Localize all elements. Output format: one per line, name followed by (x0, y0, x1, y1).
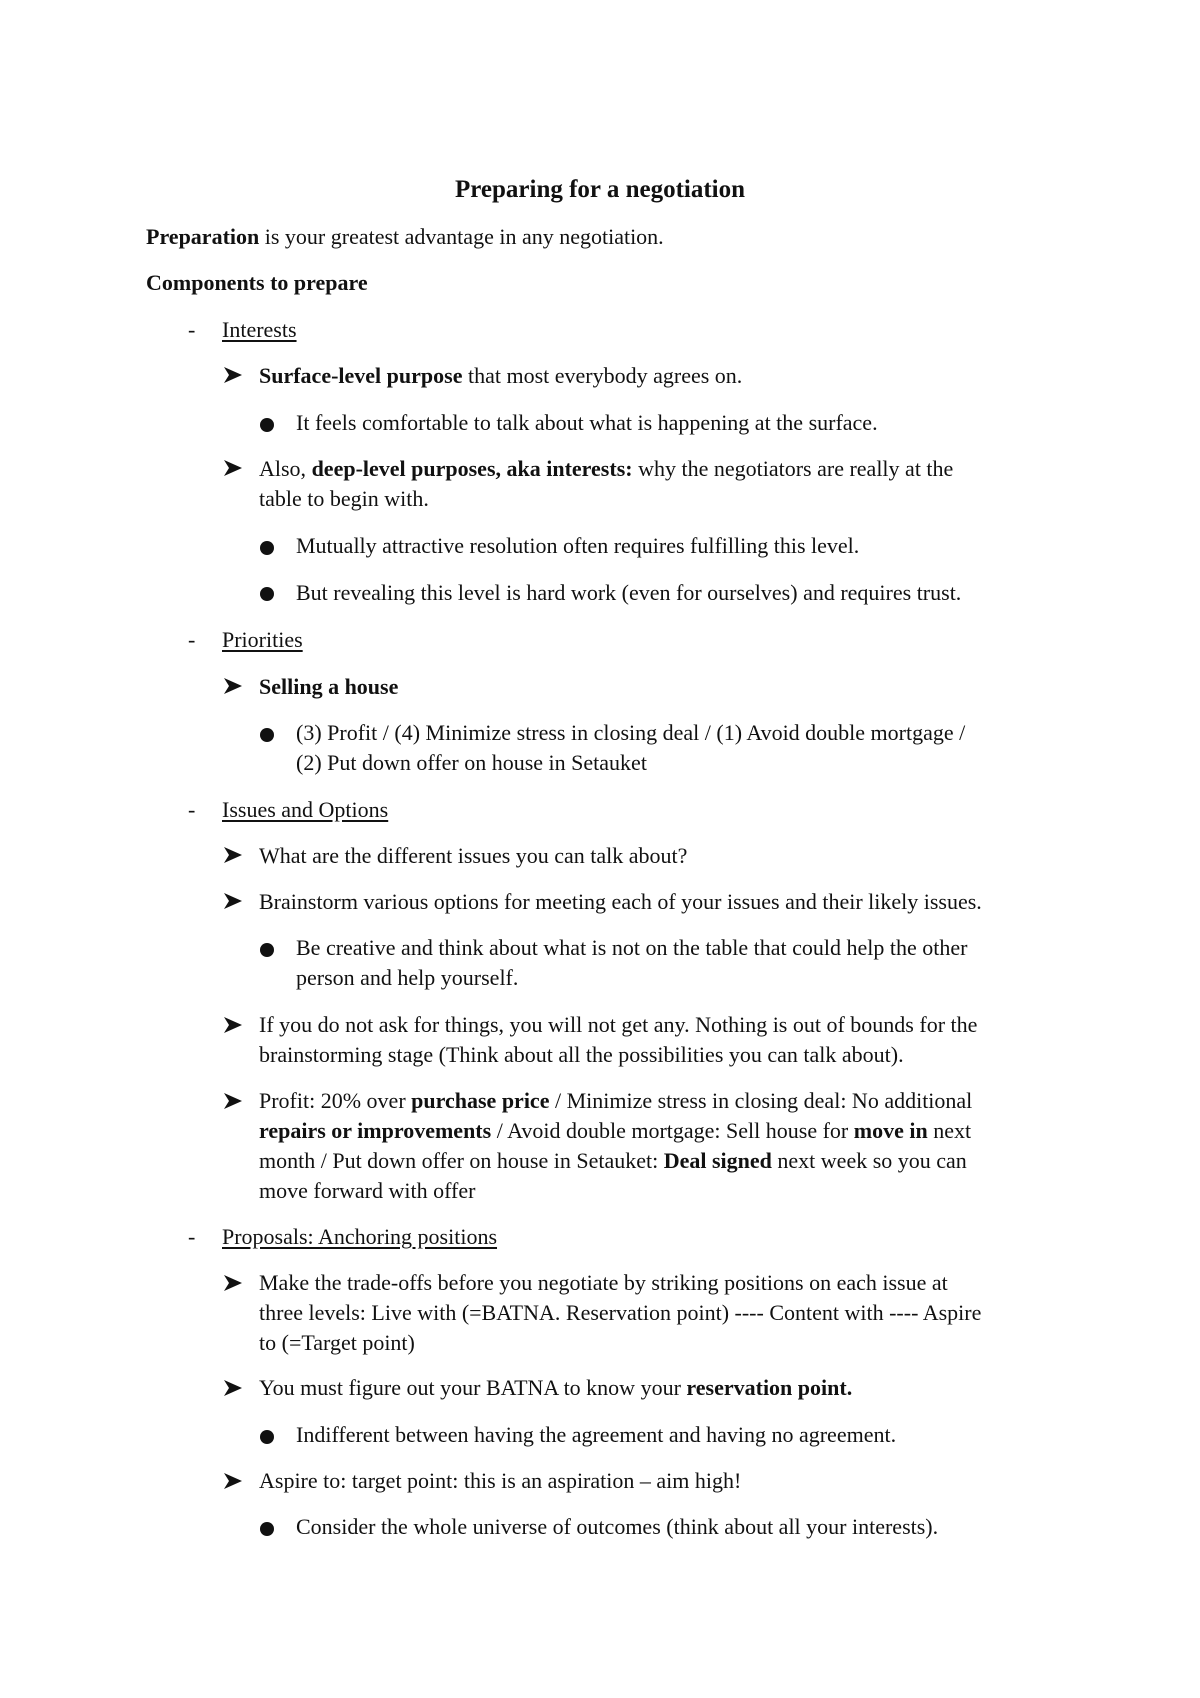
issues-creative: Be creative and think about what is not on the table that could help the other (296, 935, 968, 960)
deep-purpose-bold: deep-level purposes, aka interests: (311, 456, 633, 481)
selling-house-item (259, 672, 1059, 702)
intro-bold: Preparation (146, 224, 260, 249)
arrowhead-icon (222, 1470, 244, 1492)
profit-bold: Deal signed (663, 1148, 772, 1173)
surface-purpose-rest: that most everybody agrees on. (462, 363, 743, 388)
arrowhead-icon (222, 1272, 244, 1294)
proposals-tradeoff: Make the trade-offs before you negotiate by striking positions on each issue at (259, 1270, 948, 1295)
surface-purpose-item (259, 361, 1059, 391)
section-proposals-label: Proposals: Anchoring positions (222, 1224, 498, 1249)
bullet-dot-icon (259, 417, 275, 433)
section-priorities-label: Priorities (222, 627, 303, 652)
profit-bold: move in (853, 1118, 928, 1143)
batna-text: You must figure out your BATNA to know your (259, 1375, 687, 1400)
deep-bullet-1: Mutually attractive resolution often requires fulfilling this level. (296, 533, 860, 558)
section-interests-label: Interests (222, 317, 297, 342)
section-issues (222, 795, 822, 825)
section-proposals (222, 1222, 822, 1252)
section-issues-label: Issues and Options (222, 797, 389, 822)
profit-text: / Minimize stress in closing deal: No additional (549, 1088, 973, 1113)
profit-text: next (927, 1118, 972, 1143)
arrowhead-icon (222, 1377, 244, 1399)
deep-purpose-rest-1: why the negotiators are really at the (632, 456, 954, 481)
batna-bold: reservation point. (686, 1375, 853, 1400)
bullet-dot-icon (259, 942, 275, 958)
proposals-batna-bullet: Indifferent between having the agreement and having no agreement. (296, 1422, 897, 1447)
issues-profit-line-1 (259, 1086, 1059, 1116)
priorities-bullet-cont: (2) Put down offer on house in Setauket (296, 750, 647, 775)
deep-purpose-item (259, 454, 1059, 484)
issues-ask-cont: brainstorming stage (Think about all the possibilities you can talk about). (259, 1042, 904, 1067)
bullet-dot-icon (259, 540, 275, 556)
arrowhead-icon (222, 1090, 244, 1112)
priorities-bullet: (3) Profit / (4) Minimize stress in closing deal / (1) Avoid double mortgage / (296, 720, 966, 745)
arrowhead-icon (222, 457, 244, 479)
bullet-dot-icon (259, 1429, 275, 1445)
issues-creative-cont: person and help yourself. (296, 965, 519, 990)
selling-house-bold: Selling a house (259, 674, 399, 699)
deep-purpose-pre: Also, (259, 456, 312, 481)
surface-bullet: It feels comfortable to talk about what is happening at the surface. (296, 410, 878, 435)
components-heading (146, 268, 1076, 298)
section-interests (222, 315, 822, 345)
surface-purpose-bold: Surface-level purpose (259, 363, 463, 388)
proposals-tradeoff-cont: three levels: Live with (=BATNA. Reservation point) ---- Content with ---- Aspire (259, 1300, 982, 1325)
intro-rest: is your greatest advantage in any negotiation. (259, 224, 664, 249)
section-priorities (222, 625, 822, 655)
bullet-dot-icon (259, 727, 275, 743)
list-dash: - (188, 627, 196, 652)
issues-ask: If you do not ask for things, you will not get any. Nothing is out of bounds for the (259, 1012, 978, 1037)
issues-profit-line-2 (259, 1116, 1059, 1146)
profit-bold: repairs or improvements (259, 1118, 492, 1143)
profit-text: / Avoid double mortgage: Sell house for (491, 1118, 854, 1143)
profit-text: Profit: 20% over (259, 1088, 412, 1113)
arrowhead-icon (222, 364, 244, 386)
document-title: Preparing for a negotiation (454, 176, 746, 203)
bullet-dot-icon (259, 1521, 275, 1537)
issues-profit-line-4: move forward with offer (259, 1178, 476, 1203)
bullet-dot-icon (259, 586, 275, 602)
intro-paragraph (146, 222, 1076, 252)
components-heading-text: Components to prepare (146, 270, 368, 295)
arrowhead-icon (222, 675, 244, 697)
arrowhead-icon (222, 1014, 244, 1036)
proposals-batna (259, 1373, 1059, 1403)
profit-text: month / Put down offer on house in Setauket: (259, 1148, 664, 1173)
deep-purpose-item-cont: table to begin with. (259, 486, 429, 511)
issues-profit-line-3 (259, 1146, 1059, 1176)
proposals-aspire: Aspire to: target point: this is an aspiration – aim high! (259, 1468, 742, 1493)
deep-bullet-2: But revealing this level is hard work (even for ourselves) and requires trust. (296, 580, 962, 605)
issues-question: What are the different issues you can talk about? (259, 843, 688, 868)
proposals-aspire-bullet: Consider the whole universe of outcomes (think about all your interests). (296, 1514, 939, 1539)
list-dash: - (188, 317, 196, 342)
arrowhead-icon (222, 890, 244, 912)
list-dash: - (188, 1224, 196, 1249)
profit-text: next week so you can (771, 1148, 967, 1173)
proposals-tradeoff-cont-2: to (=Target point) (259, 1330, 415, 1355)
profit-bold: purchase price (411, 1088, 550, 1113)
list-dash: - (188, 797, 196, 822)
issues-brainstorm: Brainstorm various options for meeting each of your issues and their likely issues. (259, 889, 982, 914)
arrowhead-icon (222, 844, 244, 866)
